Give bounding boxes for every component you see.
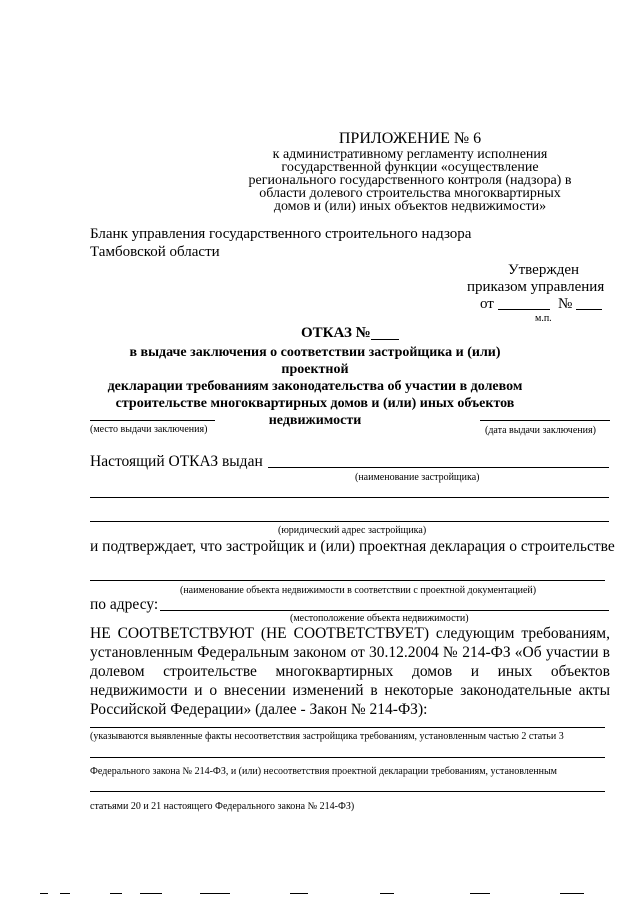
date-blank [480,420,610,421]
scan-speck [200,893,230,894]
developer-name-blank-2 [90,497,609,498]
scan-speck [380,893,394,894]
object-location-blank [160,610,609,611]
refusal-subtitle-line: декларации требованиям законодательства об участии в долевом [107,379,523,394]
violation-line: недвижимости и о внесении изменений в некоторые законодательные акты [90,682,610,699]
developer-name-blank [268,467,609,468]
violation-line: НЕ СООТВЕТСТВУЮТ (НЕ СООТВЕТСТВУЕТ) следующим требованиям, [90,625,610,642]
stamp-label: м.п. [535,313,552,324]
order-number-sign: № [558,296,573,312]
refusal-subtitle-line: строительстве многоквартирных домов и (или) иных объектов [115,396,515,411]
violation-paragraph [90,624,610,719]
place-blank [90,420,215,421]
appendix-line: регионального государственного контроля (надзора) в [248,173,572,188]
facts-caption: статьями 20 и 21 настоящего Федерального закона № 214-ФЗ) [90,801,355,812]
appendix-line: домов и (или) иных объектов недвижимости» [273,199,547,214]
violation-line: долевом строительстве многоквартирных домов и иных объектов [90,663,610,680]
appendix-header [220,130,600,213]
developer-name-caption: (наименование застройщика) [355,472,480,483]
refusal-number-blank [371,339,399,340]
scan-speck [60,893,70,894]
place-caption: (место выдачи заключения) [90,424,208,435]
object-location-caption: (местоположение объекта недвижимости) [290,613,469,624]
scan-speck [40,893,48,894]
approved-label: Утвержден [508,262,580,278]
object-name-blank [90,580,605,581]
violation-line: Российской Федерации» (далее - Закон № 214-ФЗ): [90,701,428,718]
refusal-subtitle [100,344,530,429]
appendix-line: государственной функции «осуществление [281,160,539,175]
appendix-line: области долевого строительства многоквартирных [259,186,561,201]
confirms-text: и подтверждает, что застройщик и (или) проектная декларация о строительстве [90,538,615,555]
facts-blank-1 [90,727,605,728]
issued-to-label: Настоящий ОТКАЗ выдан [90,453,263,470]
order-number-blank [576,309,602,310]
legal-address-caption: (юридический адрес застройщика) [278,525,427,536]
facts-blank-2 [90,757,605,758]
letterhead-line: Бланк управления государственного строительного надзора [90,226,472,242]
address-label: по адресу: [90,596,159,613]
legal-address-blank [90,521,609,522]
refusal-title: ОТКАЗ № [301,325,371,341]
date-caption: (дата выдачи заключения) [485,425,596,436]
appendix-title: ПРИЛОЖЕНИЕ № 6 [338,130,482,147]
facts-caption: (указываются выявленные факты несоответствия застройщика требованиям, установленным частью 2 статьи 3 [90,731,564,742]
order-label: приказом управления [467,279,605,295]
scan-speck [470,893,490,894]
violation-line: установленным Федеральным законом от 30.12.2004 № 214-ФЗ «Об участии в [90,644,610,661]
facts-blank-3 [90,791,605,792]
object-name-caption: (наименование объекта недвижимости в соответствии с проектной документацией) [180,585,537,596]
refusal-subtitle-line: в выдаче заключения о соответствии застройщика и (или) проектной [129,345,501,377]
scan-speck [110,893,122,894]
scan-speck [290,893,308,894]
facts-caption: Федерального закона № 214-ФЗ, и (или) несоответствия проектной декларации требованиям, установленным [90,766,558,777]
scan-speck [560,893,584,894]
order-from-label: от [480,296,494,312]
appendix-line: к административному регламенту исполнения [272,147,548,162]
letterhead-line: Тамбовской области [90,244,220,260]
scan-speck [140,893,162,894]
refusal-subtitle-line: недвижимости [268,413,362,428]
order-date-blank [498,309,550,310]
